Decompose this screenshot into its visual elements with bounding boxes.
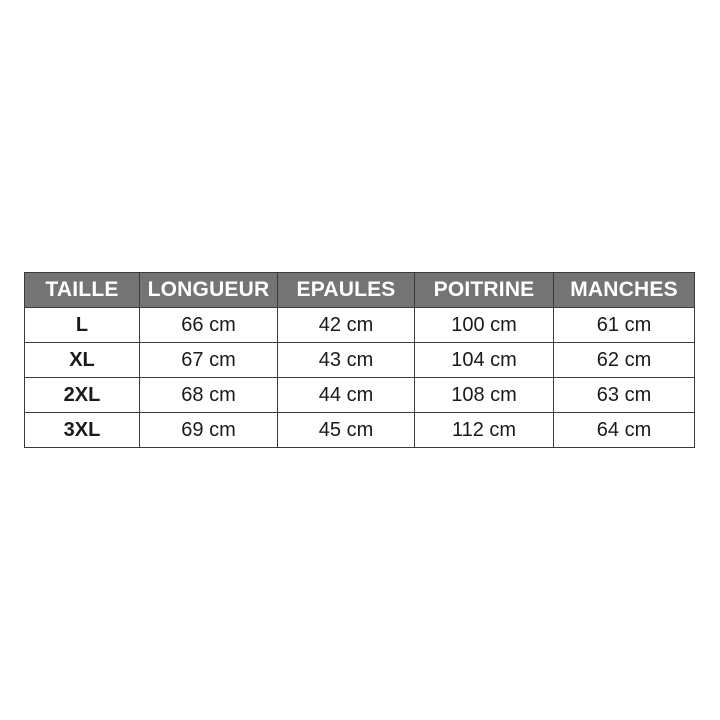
manches-cell: 64 cm [554,413,695,448]
table-row [25,308,695,343]
poitrine-cell: 108 cm [415,378,554,413]
header-row [25,273,695,308]
header-manches: MANCHES [554,273,695,308]
longueur-cell: 66 cm [140,308,278,343]
size-cell: 2XL [25,378,140,413]
longueur-cell: 67 cm [140,343,278,378]
size-cell: L [25,308,140,343]
header-taille: TAILLE [25,273,140,308]
manches-cell: 62 cm [554,343,695,378]
longueur-cell: 68 cm [140,378,278,413]
table-row [25,378,695,413]
manches-cell: 63 cm [554,378,695,413]
manches-cell: 61 cm [554,308,695,343]
size-cell: 3XL [25,413,140,448]
table-row [25,413,695,448]
table-body [25,308,695,448]
epaules-cell: 44 cm [278,378,415,413]
size-chart-table [24,272,695,448]
epaules-cell: 42 cm [278,308,415,343]
poitrine-cell: 100 cm [415,308,554,343]
epaules-cell: 45 cm [278,413,415,448]
longueur-cell: 69 cm [140,413,278,448]
header-poitrine: POITRINE [415,273,554,308]
epaules-cell: 43 cm [278,343,415,378]
header-longueur: LONGUEUR [140,273,278,308]
poitrine-cell: 112 cm [415,413,554,448]
table-header [25,273,695,308]
size-cell: XL [25,343,140,378]
table-row [25,343,695,378]
poitrine-cell: 104 cm [415,343,554,378]
header-epaules: EPAULES [278,273,415,308]
